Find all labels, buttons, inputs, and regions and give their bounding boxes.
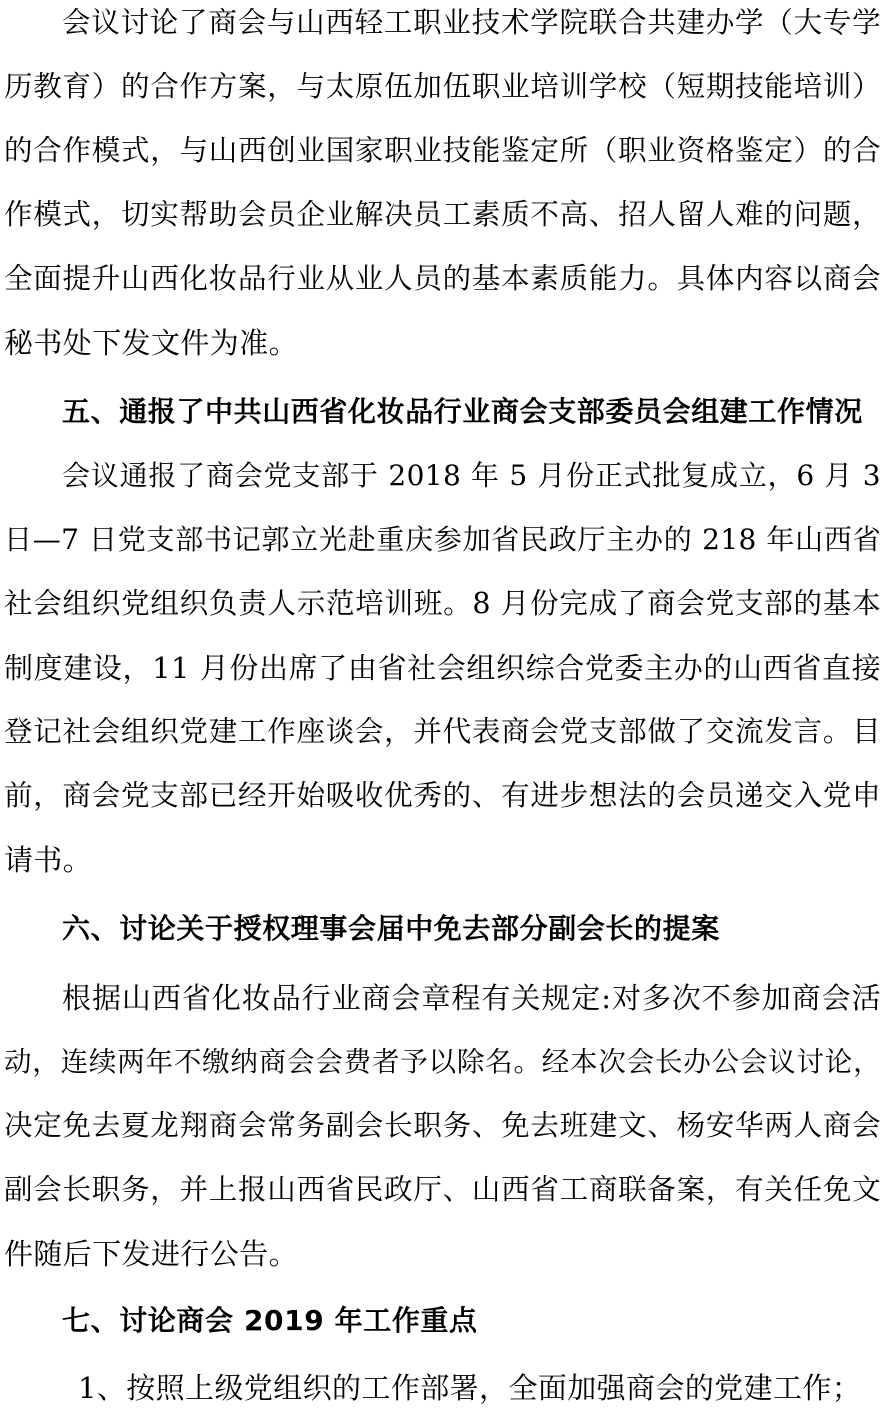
- line-text: 作模式，切实帮助会员企业解决员工素质不高、招人留人难的问题，: [4, 198, 881, 231]
- paragraph-line: [0, 247, 889, 311]
- line-text: 会议讨论了商会与山西轻工职业技术学院联合共建办学（大专学: [62, 6, 881, 39]
- paragraph-line: [0, 55, 889, 119]
- paragraph-line: [0, 444, 889, 508]
- line-text: 登记社会组织党建工作座谈会，并代表商会党支部做了交流发言。目: [4, 715, 881, 748]
- paragraph-line: [0, 828, 889, 892]
- section-heading: [0, 897, 889, 961]
- paragraph-line: [0, 700, 889, 764]
- line-text: 前，商会党支部已经开始吸收优秀的、有进步想法的会员递交入党申: [4, 779, 881, 812]
- list-item-text: 1、按照上级党组织的工作部署，全面加强商会的党建工作；: [78, 1371, 862, 1405]
- paragraph-line: [0, 119, 889, 183]
- paragraph-line: [0, 764, 889, 828]
- paragraph-line: [0, 508, 889, 572]
- heading-text: 五、通报了中共山西省化妆品行业商会支部委员会组建工作情况: [62, 395, 863, 428]
- section-heading: [0, 380, 889, 444]
- line-text: 日—7 日党支部书记郭立光赴重庆参加省民政厅主办的 218 年山西省: [4, 523, 881, 556]
- paragraph-line: [0, 1158, 889, 1222]
- line-text: 动，连续两年不缴纳商会会费者予以除名。经本次会长办公会议讨论，: [4, 1046, 881, 1078]
- line-text: 制度建设，11 月份出席了由省社会组织综合党委主办的山西省直接: [4, 651, 881, 685]
- line-text: 历教育）的合作方案，与太原伍加伍职业培训学校（短期技能培训）: [4, 70, 881, 103]
- line-text: 件随后下发进行公告。: [4, 1237, 299, 1271]
- paragraph-line: [0, 966, 889, 1030]
- line-text: 的合作模式，与山西创业国家职业技能鉴定所（职业资格鉴定）的合: [4, 134, 881, 167]
- line-text: 社会组织党组织负责人示范培训班。8 月份完成了商会党支部的基本: [4, 587, 881, 620]
- line-text: 全面提升山西化妆品行业从业人员的基本素质能力。具体内容以商会: [4, 262, 881, 295]
- paragraph-line: [0, 1030, 889, 1094]
- line-text: 秘书处下发文件为准。: [4, 326, 299, 360]
- paragraph-line: [0, 1222, 889, 1286]
- section-heading: [0, 1289, 889, 1353]
- paragraph-line: [0, 0, 889, 55]
- heading-text: 七、讨论商会 2019 年工作重点: [62, 1304, 478, 1337]
- list-item: [0, 1356, 889, 1420]
- paragraph-line: [0, 1094, 889, 1158]
- line-text: 会议通报了商会党支部于 2018 年 5 月份正式批复成立，6 月 3: [62, 459, 881, 492]
- line-text: 副会长职务，并上报山西省民政厅、山西省工商联备案，有关任免文: [4, 1173, 881, 1206]
- paragraph-line: [0, 183, 889, 247]
- line-text: 请书。: [4, 843, 93, 877]
- heading-text: 六、讨论关于授权理事会届中免去部分副会长的提案: [62, 912, 720, 945]
- paragraph-line: [0, 636, 889, 700]
- paragraph-line: [0, 572, 889, 636]
- line-text: 根据山西省化妆品行业商会章程有关规定:对多次不参加商会活: [62, 981, 881, 1015]
- paragraph-line: [0, 311, 889, 375]
- line-text: 决定免去夏龙翔商会常务副会长职务、免去班建文、杨安华两人商会: [4, 1109, 881, 1142]
